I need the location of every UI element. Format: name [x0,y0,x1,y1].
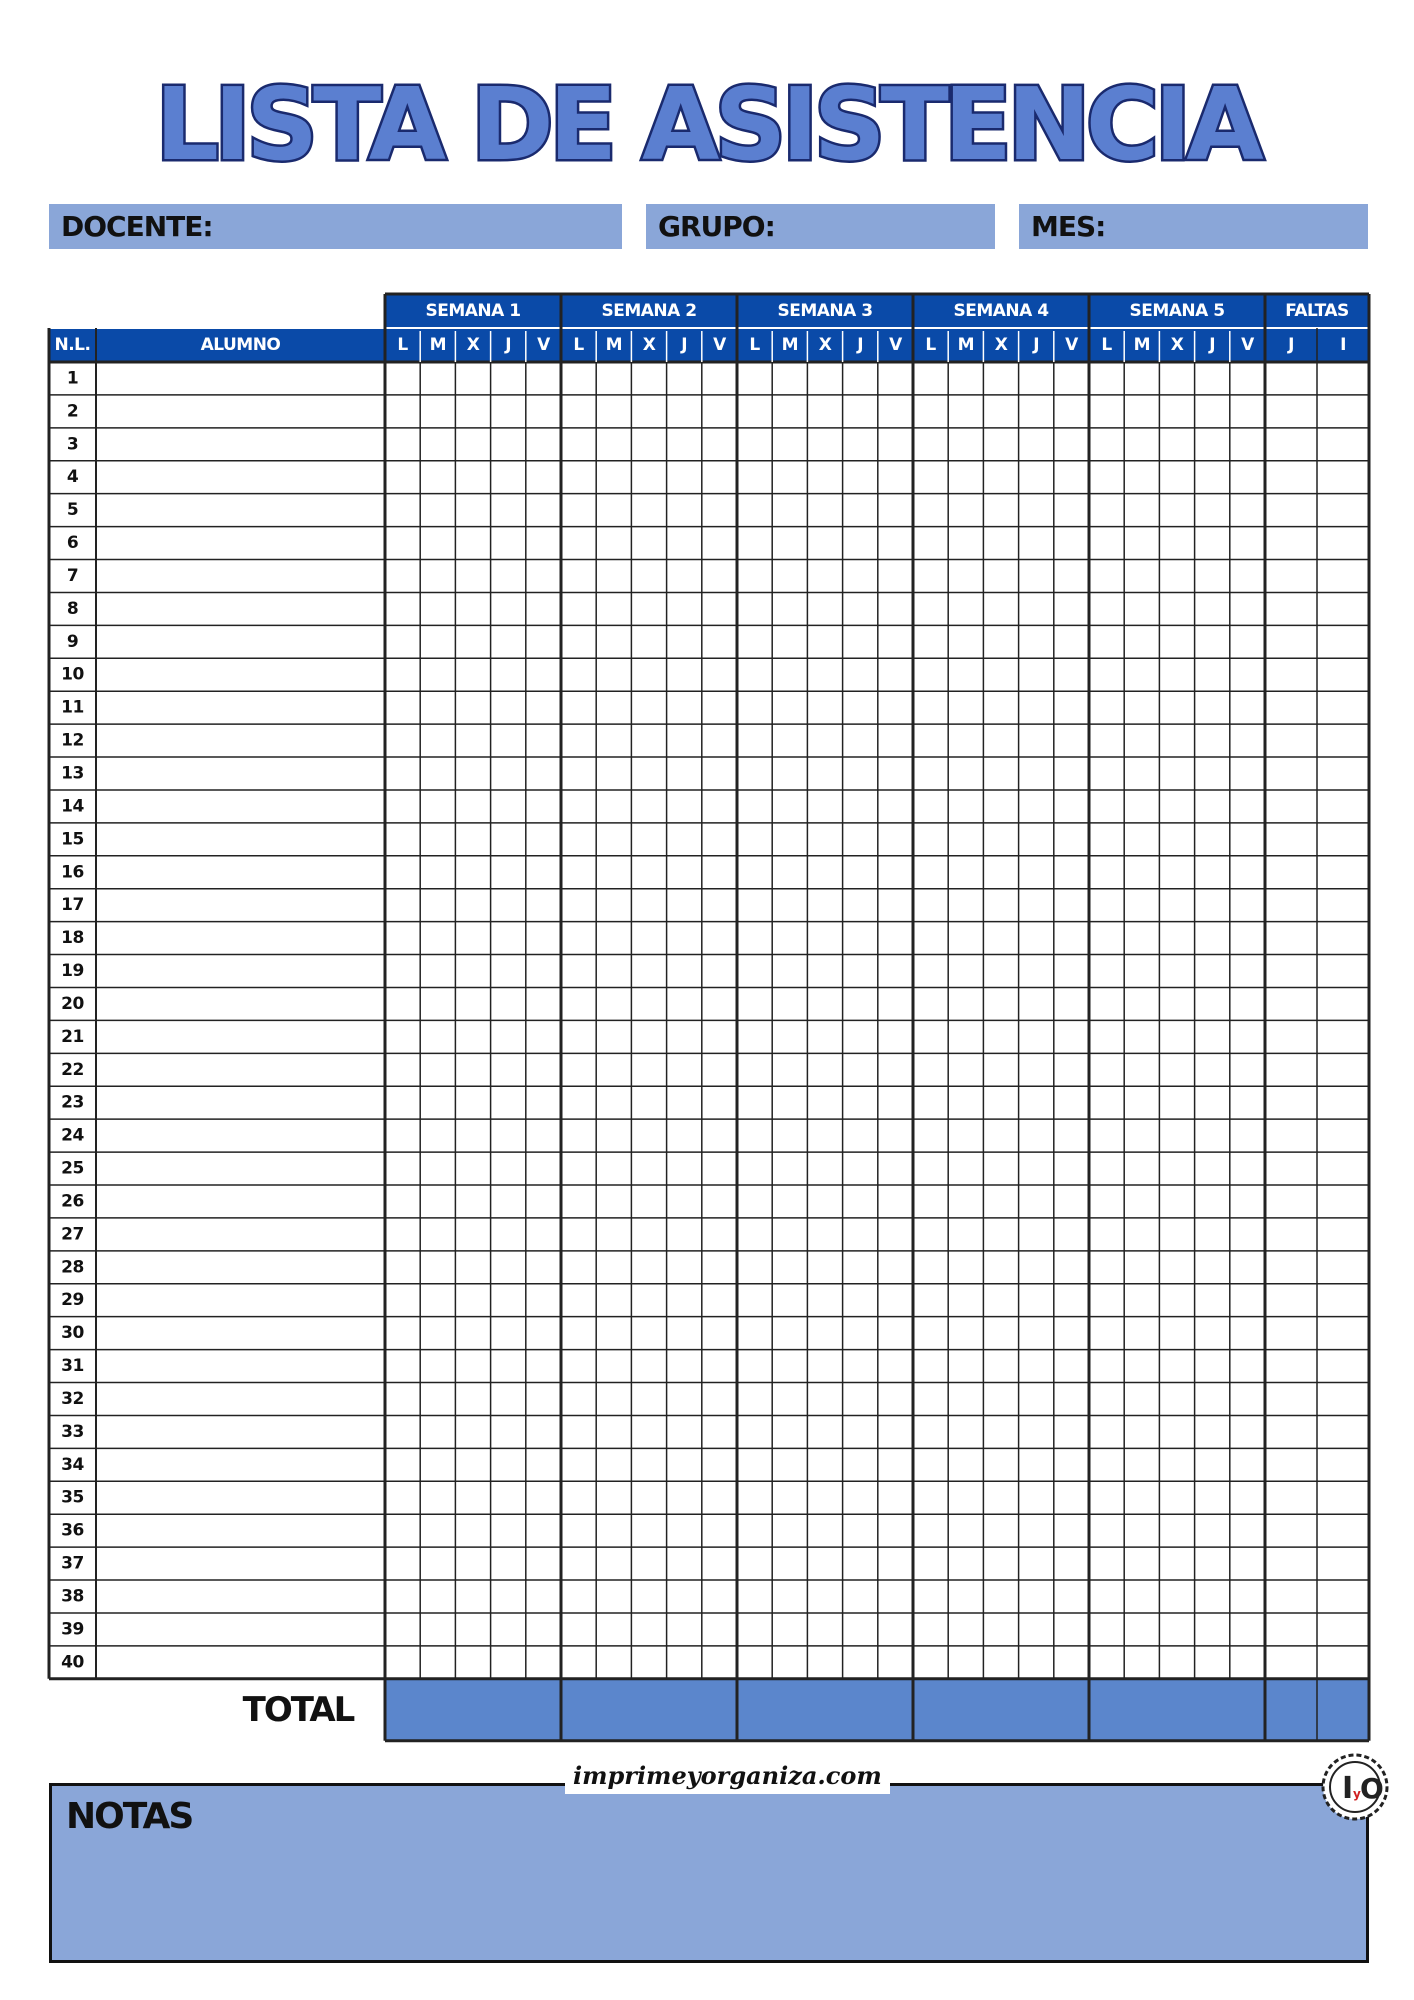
row-number: 10 [61,664,84,685]
day-header: V [713,335,726,355]
total-label: TOTAL [242,1689,354,1730]
day-header: L [397,335,408,355]
day-header: X [994,335,1008,355]
table-row[interactable] [96,1317,1369,1350]
table-row[interactable] [96,1251,1369,1284]
faltas-justified-header: J [1288,335,1294,355]
row-number: 17 [61,895,84,916]
day-header: J [1209,335,1216,355]
day-header: J [505,335,512,355]
row-number: 16 [61,862,84,883]
row-number: 2 [66,401,79,422]
day-header: M [605,335,623,355]
table-row[interactable] [96,987,1369,1020]
week-header: SEMANA 5 [1129,301,1225,321]
website-link: imprimeyorganiza.com [565,1758,890,1794]
row-number: 19 [61,961,84,982]
day-header: X [642,335,656,355]
row-number: 22 [61,1059,84,1080]
table-row[interactable] [96,1448,1369,1481]
table-row[interactable] [96,1350,1369,1383]
faltas-unjustified-header: I [1340,335,1346,355]
row-number: 35 [61,1487,84,1508]
table-row[interactable] [96,856,1369,889]
row-number: 25 [61,1158,84,1179]
row-number: 37 [61,1553,84,1574]
row-number: 8 [66,598,79,619]
table-row[interactable] [96,592,1369,625]
table-row[interactable] [96,1646,1369,1679]
table-row[interactable] [96,691,1369,724]
table-row[interactable] [96,625,1369,658]
day-header: L [1101,335,1112,355]
row-number: 38 [61,1586,84,1607]
table-row[interactable] [96,395,1369,428]
row-number: 29 [61,1290,84,1311]
total-row-fill[interactable] [385,1679,1369,1741]
day-header: V [1241,335,1254,355]
notas-box[interactable] [49,1783,1369,1963]
day-header: L [925,335,936,355]
table-row[interactable] [96,757,1369,790]
row-number: 18 [61,928,84,949]
logo-badge-icon [1320,1752,1390,1822]
table-row[interactable] [96,1185,1369,1218]
row-number: 31 [61,1356,84,1377]
table-row[interactable] [96,560,1369,593]
row-number: 23 [61,1092,84,1113]
day-header: X [1170,335,1184,355]
day-header: V [1065,335,1078,355]
alumno-header: ALUMNO [200,335,281,355]
row-number: 14 [61,796,84,817]
row-number: 32 [61,1388,84,1409]
row-number: 12 [61,730,84,751]
day-header: J [857,335,864,355]
day-header: X [466,335,480,355]
day-header: J [681,335,688,355]
week-header: SEMANA 2 [601,301,697,321]
table-row[interactable] [96,922,1369,955]
week-header: SEMANA 4 [953,301,1049,321]
table-row[interactable] [96,1415,1369,1448]
notas-label: NOTAS [66,1796,193,1837]
table-row[interactable] [96,823,1369,856]
day-header: L [573,335,584,355]
mes-field[interactable]: MES: [1019,204,1368,249]
table-row[interactable] [96,724,1369,757]
row-number: 28 [61,1257,84,1278]
table-row[interactable] [96,1053,1369,1086]
row-number: 4 [66,467,79,488]
table-row[interactable] [96,461,1369,494]
table-row[interactable] [96,889,1369,922]
table-row[interactable] [96,1119,1369,1152]
table-row[interactable] [96,1152,1369,1185]
row-number: 24 [61,1125,84,1146]
row-number: 27 [61,1224,84,1245]
row-number: 26 [61,1191,84,1212]
table-row[interactable] [96,527,1369,560]
table-row[interactable] [96,1383,1369,1416]
page-title: LISTA DE ASISTENCIA [155,66,1259,183]
row-number: 11 [61,697,84,718]
day-header: M [781,335,799,355]
table-row[interactable] [96,658,1369,691]
day-header: J [1033,335,1040,355]
faltas-header: FALTAS [1285,301,1349,321]
table-row[interactable] [96,1580,1369,1613]
svg-text:I: I [1342,1771,1354,1806]
table-row[interactable] [96,428,1369,461]
row-number: 20 [61,993,84,1014]
day-header: L [749,335,760,355]
grupo-field[interactable]: GRUPO: [646,204,995,249]
day-header: M [1133,335,1151,355]
week-header: SEMANA 3 [777,301,873,321]
row-number: 39 [61,1619,84,1640]
row-number: 34 [61,1454,84,1475]
row-number: 13 [61,763,84,784]
table-row[interactable] [96,1613,1369,1646]
table-row[interactable] [96,1218,1369,1251]
docente-field[interactable]: DOCENTE: [49,204,622,249]
table-row[interactable] [96,1514,1369,1547]
row-number: 40 [61,1652,84,1673]
nl-header: N.L. [54,335,91,355]
day-header: M [429,335,447,355]
table-row[interactable] [96,790,1369,823]
row-number: 30 [61,1323,84,1344]
day-header: X [818,335,832,355]
table-row[interactable] [96,1284,1369,1317]
table-row[interactable] [96,1086,1369,1119]
week-header: SEMANA 1 [425,301,521,321]
row-number: 7 [66,565,79,586]
svg-text:O: O [1360,1772,1384,1805]
row-number: 33 [61,1421,84,1442]
table-row[interactable] [96,494,1369,527]
day-header: V [889,335,902,355]
svg-text:y: y [1353,1787,1361,1801]
row-number: 6 [66,533,79,554]
row-number: 21 [61,1026,84,1047]
day-header: M [957,335,975,355]
row-number: 1 [66,368,79,389]
row-number: 5 [66,500,79,521]
day-header: V [537,335,550,355]
table-row[interactable] [96,1020,1369,1053]
table-row[interactable] [96,1481,1369,1514]
row-number: 15 [61,829,84,850]
row-number: 3 [66,434,79,455]
table-row[interactable] [96,955,1369,988]
row-number: 9 [66,631,79,652]
table-row[interactable] [96,1547,1369,1580]
row-number: 36 [61,1520,84,1541]
table-row[interactable] [96,362,1369,395]
